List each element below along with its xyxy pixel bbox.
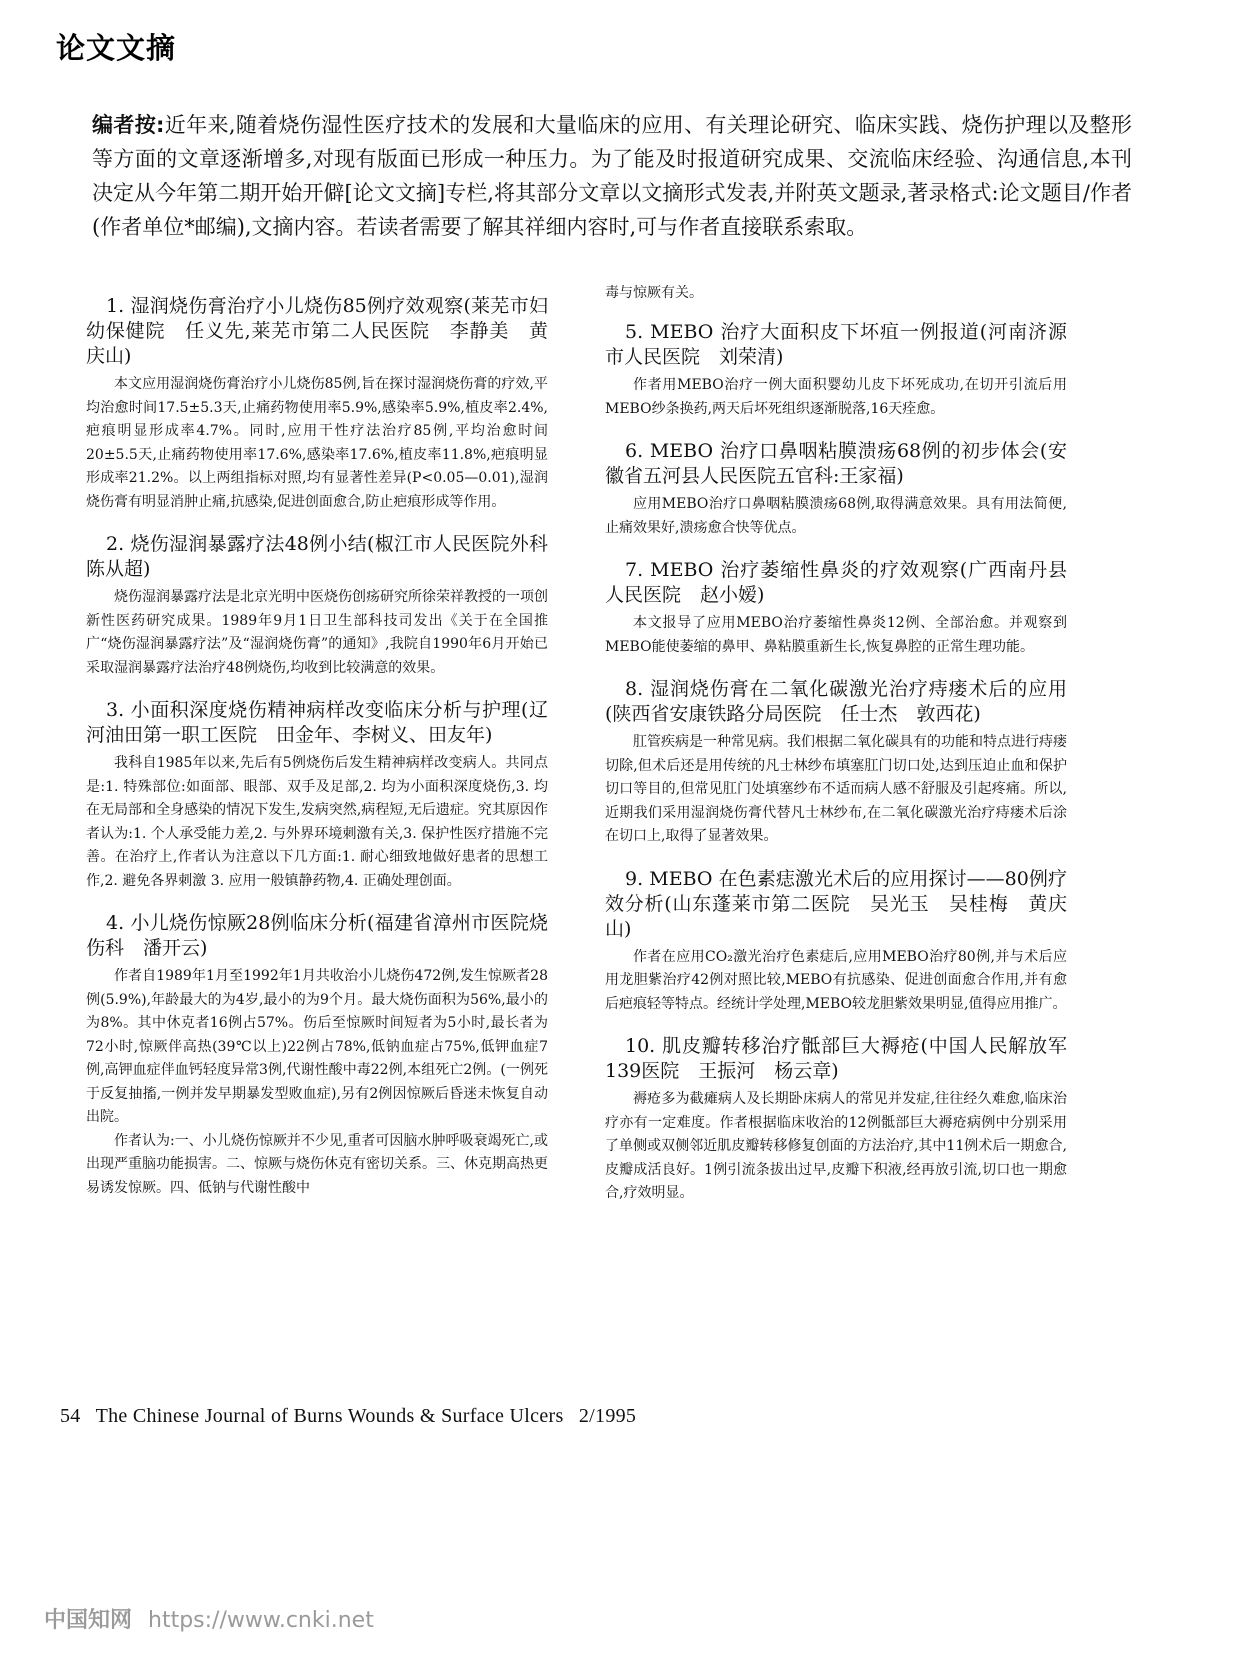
continued-text: 毒与惊厥有关。 xyxy=(605,285,703,301)
journal-name: The Chinese Journal of Burns Wounds & Surface Ulcers xyxy=(95,1405,564,1427)
abstract-title: 4. 小儿烧伤惊厥28例临床分析(福建省漳州市医院烧伤科 潘开云) xyxy=(86,912,548,959)
abstract-body: 我科自1985年以来,先后有5例烧伤后发生精神病样改变病人。共同点是:1. 特殊部位:如面部、眼部、双手及足部,2. 均为小面积深度烧伤,3. 均在无局部和全身感染的情况下发生,发病突然,病程短,无后遗症。究其原因作者认为:1. 个人承受能力差,2. 与外界环境刺激有关,3. 保护性医疗措施不完善。在治疗上,作者认为注意以下几方面:1. 耐心细致地做好患者的思想工作,2. 避免各界刺激 3. 应用一般镇静药物,4. 正确处理创面。 xyxy=(86,755,548,889)
section-title: 论文文摘 xyxy=(56,31,177,65)
cnki-watermark xyxy=(44,1603,374,1634)
abstract-item xyxy=(86,532,568,680)
abstract-title: 3. 小面积深度烧伤精神病样改变临床分析与护理(辽河油田第一职工医院 田金年、李树义、田友年) xyxy=(86,699,548,746)
page-footer xyxy=(60,1405,646,1428)
abstract-body: 本文应用湿润烧伤膏治疗小儿烧伤85例,旨在探讨湿润烧伤膏的疗效,平均治愈时间17.5±5.3天,止痛药物使用率5.9%,感染率5.9%,植皮率2.4%,疤痕明显形成率4.7%。同时,应用干性疗法治疗85例,平均治愈时间20±5.5天,止痛药物使用率17.6%,感染率17.6%,植皮率11.8%,疤痕明显形成率21.2%。以上两组指标对照,均有显著性差异(P<0.05—0.01),湿润烧伤膏有明显消肿止痛,抗感染,促进创面愈合,防止疤痕形成等作用。 xyxy=(86,376,548,510)
abstract-item xyxy=(605,1034,1067,1206)
abstract-body: 作者自1989年1月至1992年1月共收治小儿烧伤472例,发生惊厥者28例(5.9%),年龄最大的为4岁,最小的为9个月。最大烧伤面积为56%,最小的为8%。其中休克者16例占57%。伤后至惊厥时间短者为5小时,最长者为72小时,惊厥伴高热(39℃以上)22例占78%,低钠血症占75%,低钾血症7例,高钾血症伴血钙轻度异常3例,代谢性酸中毒22例,本组死亡2例。(一例死于反复抽搐,一例并发早期暴发型败血症),另有2例因惊厥后昏迷未恢复自动出院。 xyxy=(86,968,548,1125)
abstract-body: 作者用MEBO治疗一例大面积婴幼儿皮下坏死成功,在切开引流后用MEBO纱条换药,两天后坏死组织逐渐脱落,16天痊愈。 xyxy=(605,377,1067,417)
abstract-body: 本文报导了应用MEBO治疗萎缩性鼻炎12例、全部治愈。并观察到MEBO能使萎缩的鼻甲、鼻粘膜重新生长,恢复鼻腔的正常生理功能。 xyxy=(605,615,1067,655)
issue-label: 2/1995 xyxy=(578,1405,637,1427)
abstract-item xyxy=(86,698,548,893)
abstract-title: 5. MEBO 治疗大面积皮下坏疽一例报道(河南济源市人民医院 刘荣清) xyxy=(605,321,1067,368)
abstract-body: 褥疮多为截瘫病人及长期卧床病人的常见并发症,往往经久难愈,临床治疗亦有一定难度。作者根据临床收治的12例骶部巨大褥疮病例中分别采用了单侧或双侧邻近肌皮瓣转移修复创面的方法治疗,其中11例术后一期愈合,皮瓣成活良好。1例引流条拔出过早,皮瓣下积液,经再放引流,切口也一期愈合,疗效明显。 xyxy=(605,1091,1067,1201)
abstract-body: 肛管疾病是一种常见病。我们根据二氧化碳具有的功能和特点进行痔瘘切除,但术后还是用传统的凡士林纱布填塞肛门切口处,达到压迫止血和保护切口等目的,但常见肛门处填塞纱布不适而病人感不舒服及引起疼痛。所以,近期我们采用湿润烧伤膏代替凡士林纱布,在二氧化碳激光治疗痔瘘术后涂在切口上,取得了显著效果。 xyxy=(605,734,1067,844)
right-column xyxy=(605,282,1067,1224)
abstract-title: 7. MEBO 治疗萎缩性鼻炎的疗效观察(广西南丹县人民医院 赵小嫒) xyxy=(605,559,1067,606)
editor-note xyxy=(92,108,1132,244)
editor-note-lead: 编者按: xyxy=(92,113,165,137)
abstract-body: 烧伤湿润暴露疗法是北京光明中医烧伤创疡研究所徐荣祥教授的一项创新性医药研究成果。1989年9月1日卫生部科技司发出《关于在全国推广“烧伤湿润暴露疗法”及“湿润烧伤膏”的通知》,我院自1990年6月开始已采取湿润暴露疗法治疗48例烧伤,均收到比较满意的效果。 xyxy=(86,589,548,676)
abstract-title: 8. 湿润烧伤膏在二氧化碳激光治疗痔瘘术后的应用(陕西省安康铁路分局医院 任士杰 敦西花) xyxy=(605,678,1067,725)
editor-note-text: 近年来,随着烧伤湿性医疗技术的发展和大量临床的应用、有关理论研究、临床实践、烧伤护理以及整形等方面的文章逐渐增多,对现有版面已形成一种压力。为了能及时报道研究成果、交流临床经验、沟通信息,本刊决定从今年第二期开始开僻[论文文摘]专栏,将其部分文章以文摘形式发表,并附英文题录,著录格式:论文题目/作者(作者单位*邮编),文摘内容。若读者需要了解其祥细内容时,可与作者直接联系索取。 xyxy=(92,113,1132,239)
abstract-item xyxy=(605,867,1067,1017)
abstract-item xyxy=(86,294,548,514)
abstract-body-paragraph-2: 作者认为:一、小儿烧伤惊厥并不少见,重者可因脑水肿呼吸衰竭死亡,或出现严重脑功能损害。二、惊厥与烧伤休克有密切关系。三、休克期高热更易诱发惊厥。四、低钠与代谢性酸中 xyxy=(86,1132,548,1196)
abstract-body: 作者在应用CO₂激光治疗色素痣后,应用MEBO治疗80例,并与术后应用龙胆紫治疗42例对照比较,MEBO有抗感染、促进创面愈合作用,并有愈后疤痕轻等特点。经统计学处理,MEBO较龙胆紫效果明显,值得应用推广。 xyxy=(605,948,1067,1012)
watermark-url: https://www.cnki.net xyxy=(148,1608,374,1633)
abstract-item xyxy=(605,320,1067,421)
abstract-item xyxy=(605,677,1067,849)
abstract-title: 2. 烧伤湿润暴露疗法48例小结(椒江市人民医院外科 陈从超) xyxy=(86,533,568,580)
abstract-title: 9. MEBO 在色素痣激光术后的应用探讨——80例疗效分析(山东蓬莱市第二医院 吴光玉 吴桂梅 黄庆山) xyxy=(605,867,1067,940)
abstract-title: 10. 肌皮瓣转移治疗骶部巨大褥疮(中国人民解放军139医院 王振河 杨云章) xyxy=(605,1035,1067,1082)
abstract-body: 应用MEBO治疗口鼻咽粘膜溃疡68例,取得满意效果。具有用法简便,止痛效果好,溃疡愈合快等优点。 xyxy=(605,496,1067,536)
abstract-title: 6. MEBO 治疗口鼻咽粘膜溃疡68例的初步体会(安徽省五河县人民医院五官科:王家福) xyxy=(605,440,1067,487)
left-column xyxy=(86,294,568,1218)
page-number: 54 xyxy=(60,1405,81,1427)
abstract-item xyxy=(86,911,548,1200)
abstract-item xyxy=(605,558,1067,659)
abstract-title: 1. 湿润烧伤膏治疗小儿烧伤85例疗效观察(莱芜市妇幼保健院 任义先,莱芜市第二人民医院 李静美 黄庆山) xyxy=(86,295,548,367)
watermark-brand: 中国知网 xyxy=(44,1608,133,1633)
abstract-item xyxy=(605,439,1067,540)
